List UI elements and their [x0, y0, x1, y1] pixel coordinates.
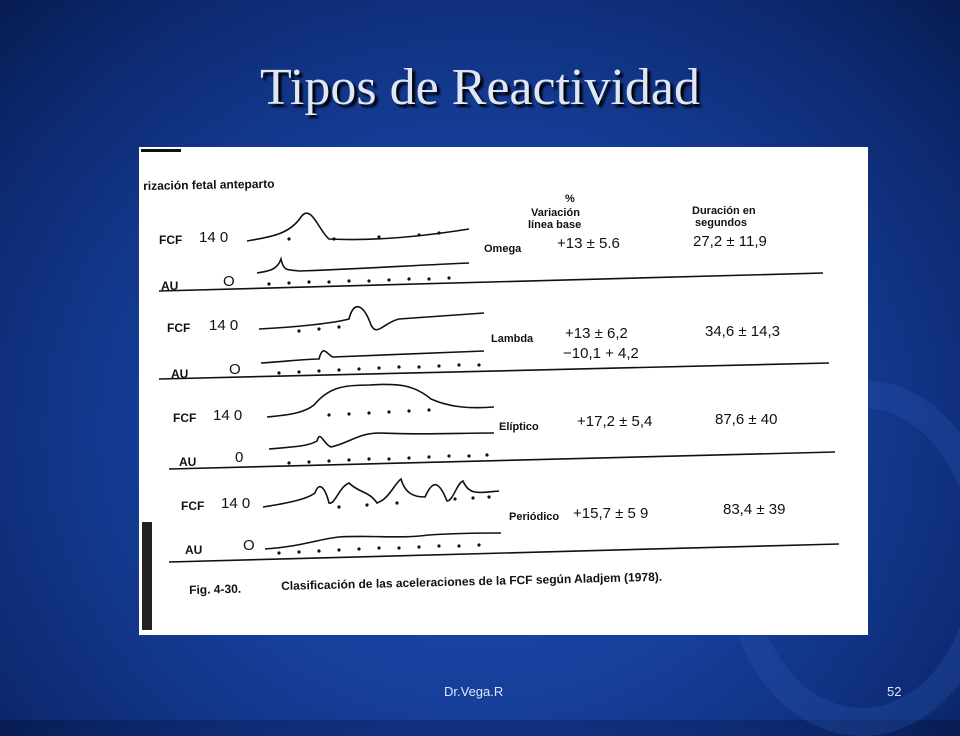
variation-header-baseline: línea base — [528, 219, 582, 231]
figure-caption: Clasificación de las aceleraciones de la FCF según Aladjem (1978). — [281, 569, 663, 593]
slide-number: 52 — [887, 684, 902, 699]
figure-header: rización fetal anteparto — [143, 176, 275, 193]
fcf-value: 14 0 — [221, 495, 251, 512]
fcf-value: 14 0 — [209, 317, 239, 334]
fcf-trace-lambda — [259, 307, 484, 330]
baseline-dots — [267, 231, 490, 554]
duration-lambda: 34,6 ± 14,3 — [705, 323, 780, 340]
fcf-label: FCF — [159, 233, 183, 247]
duration-eliptico: 87,6 ± 40 — [715, 411, 778, 428]
fcf-trace-eliptico — [267, 384, 494, 417]
au-value: 0 — [235, 449, 244, 466]
scan-edge-artifact — [142, 522, 152, 630]
au-label: AU — [179, 455, 197, 469]
variation-eliptico: +17,2 ± 5,4 — [577, 413, 653, 430]
duration-header-unit: segundos — [695, 217, 747, 229]
footer-author: Dr.Vega.R — [444, 684, 504, 699]
figure-number: Fig. 4-30. — [189, 581, 242, 597]
type-omega: Omega — [484, 243, 522, 255]
duration-omega: 27,2 ± 11,9 — [693, 233, 767, 250]
scanned-figure — [139, 147, 868, 635]
variation-periodico: +15,7 ± 5 9 — [573, 505, 649, 522]
type-lambda: Lambda — [491, 333, 534, 345]
au-trace-eliptico — [269, 433, 494, 449]
fcf-value: 14 0 — [199, 229, 229, 246]
type-periodico: Periódico — [509, 511, 560, 523]
slide-title: Tipos de Reactividad — [259, 59, 701, 116]
au-trace-omega — [257, 259, 469, 273]
au-label: AU — [161, 279, 179, 293]
fcf-label: FCF — [173, 411, 197, 425]
au-label: AU — [171, 367, 189, 381]
row-divider — [169, 544, 839, 562]
duration-periodico: 83,4 ± 39 — [723, 501, 786, 518]
variation-header-percent: % — [565, 193, 575, 205]
fcf-value: 14 0 — [213, 407, 243, 424]
au-value: O — [229, 361, 241, 378]
row-divider — [159, 363, 829, 379]
variation-header-label: Variación — [531, 207, 580, 219]
au-label: AU — [185, 543, 203, 557]
au-value: O — [243, 537, 255, 554]
type-eliptico: Elíptico — [499, 421, 539, 433]
row-divider — [159, 273, 823, 291]
variation-omega: +13 ± 5.6 — [557, 235, 620, 252]
fcf-label: FCF — [181, 499, 205, 513]
au-trace-lambda — [261, 351, 484, 363]
variation-lambda: +13 ± 6,2 — [565, 325, 628, 342]
figure-tracings — [139, 147, 868, 635]
variation-lambda-secondary: −10,1 + 4,2 — [563, 345, 639, 362]
scan-mark-top — [141, 149, 181, 152]
fcf-trace-omega — [247, 213, 469, 241]
au-trace-periodico — [265, 533, 501, 549]
fcf-label: FCF — [167, 321, 191, 335]
au-value: O — [223, 273, 235, 290]
fcf-trace-periodico — [263, 479, 499, 507]
row-divider — [169, 452, 835, 469]
duration-header-label: Duración en — [692, 205, 756, 217]
